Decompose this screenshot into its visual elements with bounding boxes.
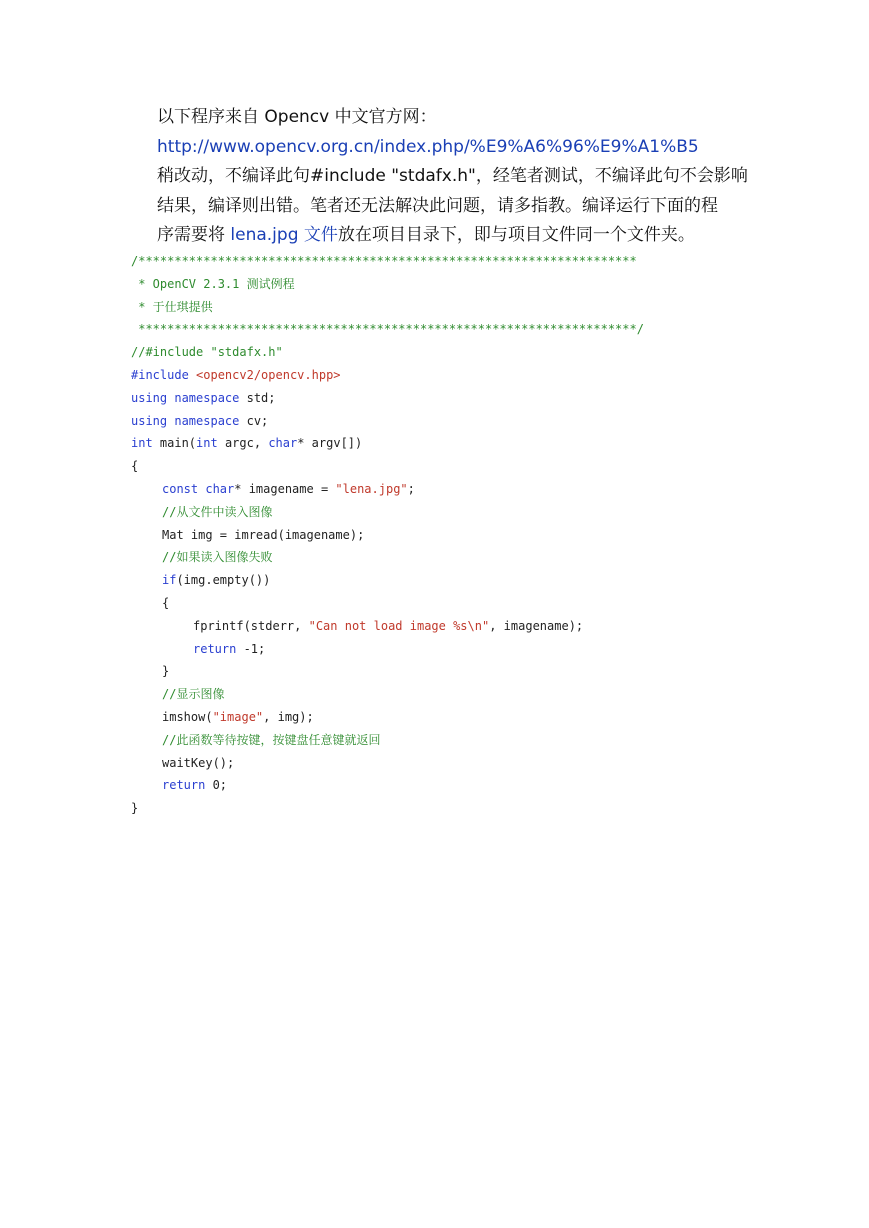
- lena-jpg-link[interactable]: lena.jpg: [230, 225, 299, 245]
- code-token: "lena.jpg": [335, 481, 408, 496]
- code-token: using namespace: [131, 390, 240, 405]
- code-token: * imagename =: [234, 481, 336, 496]
- code-line-inner-open: {: [162, 595, 170, 610]
- code-token: const char: [162, 481, 235, 496]
- code-line-using-std: [131, 387, 831, 410]
- code-banner-bottom: *********************************************************************/: [131, 322, 644, 337]
- code-token: using namespace: [131, 413, 240, 428]
- intro-source-text: 以下程序来自 Opencv 中文官方网：: [157, 107, 437, 127]
- intro-url-line[interactable]: [157, 133, 747, 163]
- code-token: ;: [407, 481, 415, 496]
- intro-note-text-3a: 序需要将: [157, 225, 231, 245]
- code-token: "Can not load image %s\n": [308, 618, 490, 633]
- code-token: main(: [152, 436, 197, 451]
- code-token: "image": [212, 709, 264, 724]
- code-token: return: [193, 641, 237, 656]
- code-token: * argv[]): [297, 436, 363, 451]
- intro-note-line-2: [157, 192, 747, 222]
- code-line-main: [131, 432, 831, 455]
- intro-note-line-3: [157, 221, 747, 251]
- code-line-const: [131, 478, 831, 501]
- code-line-fprintf: [131, 615, 831, 638]
- code-line-comment-wait: //此函数等待按键，按键盘任意键就返回: [162, 732, 381, 747]
- code-token: , imagename);: [489, 618, 584, 633]
- code-line-comment-read: //从文件中读入图像: [162, 504, 273, 519]
- code-token: (img.empty()): [176, 573, 271, 588]
- code-token: #include: [131, 367, 197, 382]
- intro-note-line-1: [157, 162, 747, 192]
- code-line-waitkey: waitKey();: [162, 755, 235, 770]
- code-token: int: [131, 436, 153, 451]
- code-line-include: [131, 364, 831, 387]
- code-banner-line-2: * 于仕琪提供: [131, 299, 213, 314]
- code-line-comment-show: //显示图像: [162, 687, 225, 702]
- code-line-comment-fail: //如果读入图像失败: [162, 550, 273, 565]
- code-line-using-cv: [131, 410, 831, 433]
- intro-source-line: [157, 103, 747, 133]
- code-listing: [131, 250, 831, 820]
- code-token: , img);: [263, 709, 314, 724]
- code-token: -1;: [236, 641, 266, 656]
- opencv-url-link[interactable]: http://www.opencv.org.cn/index.php/%E9%A6%96%E9%A1%B5: [157, 136, 699, 157]
- code-token: fprintf(stderr,: [193, 618, 309, 633]
- intro-text: [157, 103, 747, 251]
- code-token: <opencv2/opencv.hpp>: [196, 367, 341, 382]
- code-banner-line-1: * OpenCV 2.3.1 测试例程: [131, 276, 295, 291]
- code-token: argc,: [217, 436, 269, 451]
- intro-note-text-3b: 放在项目目录下，即与项目文件同一个文件夹。: [337, 225, 695, 245]
- file-link[interactable]: 文件: [298, 225, 338, 245]
- code-line-return-error: [131, 638, 831, 661]
- code-token: std;: [239, 390, 276, 405]
- code-line-inner-close: }: [162, 664, 170, 679]
- code-line-mat: Mat img = imread(imagename);: [162, 527, 365, 542]
- code-line-if: [131, 569, 831, 592]
- intro-note-text-1: 稍改动，不编译此句#include "stdafx.h"，经笔者测试，不编译此句不会影响: [157, 166, 748, 186]
- code-line-return-zero: [131, 774, 831, 797]
- intro-note-text-2: 结果，编译则出错。笔者还无法解决此问题，请多指教。编译运行下面的程: [157, 195, 718, 216]
- code-token: if: [162, 573, 177, 588]
- code-line-include-comment: //#include "stdafx.h": [131, 345, 283, 360]
- code-token: int: [196, 436, 218, 451]
- code-token: imshow(: [162, 709, 213, 724]
- code-line-imshow: [131, 706, 831, 729]
- code-line-brace-close: }: [131, 801, 139, 816]
- code-banner-top: /*********************************************************************: [131, 254, 637, 268]
- code-line-brace-open: {: [131, 459, 139, 474]
- code-token: 0;: [205, 778, 228, 793]
- code-token: cv;: [239, 413, 269, 428]
- code-token: char: [268, 436, 298, 451]
- code-token: return: [162, 778, 206, 793]
